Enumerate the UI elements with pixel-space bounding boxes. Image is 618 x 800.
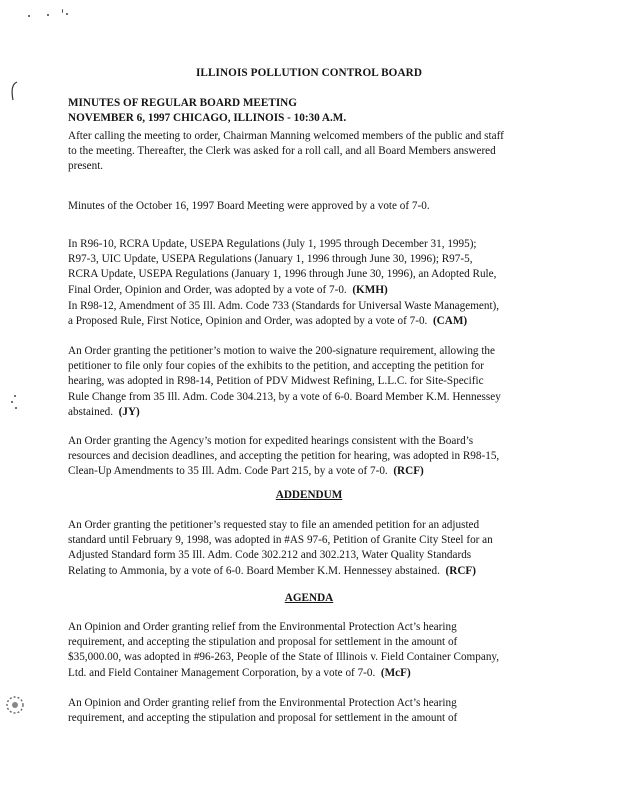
author-initials: (McF) xyxy=(380,666,411,679)
text-line-content: Final Order, Opinion and Order, was adopted by a vote of 7-0. xyxy=(68,283,347,296)
text-line: hearing, was adopted in R98-14, Petition of PDV Midwest Refining, L.L.C. for Site-Specific xyxy=(68,375,484,388)
text-line xyxy=(68,314,554,329)
scan-speck xyxy=(14,395,16,397)
text-line xyxy=(68,464,554,479)
text-line: R97-3, UIC Update, USEPA Regulations (January 1, 1996 through June 30, 1996); R97-5, xyxy=(68,253,473,266)
text-line-content: Relating to Ammonia, by a vote of 6-0. Board Member K.M. Hennessey abstained. xyxy=(68,564,440,577)
margin-mark-top xyxy=(8,80,20,102)
text-line: resources and decision deadlines, and accepting the petition for hearing, was adopted in R98-15, xyxy=(68,450,500,463)
text-line: to the meeting. Thereafter, the Clerk was asked for a roll call, and all Board Members answered xyxy=(68,145,496,158)
scan-speck xyxy=(15,407,17,409)
author-initials: (RCF) xyxy=(445,564,476,577)
text-line: An Opinion and Order granting relief from the Environmental Protection Act’s hearing xyxy=(68,621,457,633)
scan-speck xyxy=(66,13,68,15)
text-line: In R98-12, Amendment of 35 Ill. Adm. Code 733 (Standards for Universal Waste Management), xyxy=(68,300,500,312)
text-line-content: Clean-Up Amendments to 35 Ill. Adm. Code Part 215, by a vote of 7-0. xyxy=(68,465,388,478)
agenda-heading xyxy=(0,592,618,604)
text-line xyxy=(68,564,554,579)
author-initials: (CAM) xyxy=(432,315,468,328)
scan-speck xyxy=(62,9,63,13)
text-line: An Order granting the petitioner’s motion to waive the 200-signature requirement, allowing the xyxy=(68,345,495,357)
text-line: An Opinion and Order granting relief from the Environmental Protection Act’s hearing xyxy=(68,697,457,709)
paragraph-96-263 xyxy=(68,620,554,681)
text-line: RCRA Update, USEPA Regulations (January 1, 1996 through June 30, 1996), an Adopted Rule, xyxy=(68,268,497,281)
text-line: requirement, and accepting the stipulation and proposal for settlement in the amount of xyxy=(68,636,458,649)
hole-punch-mark xyxy=(3,693,27,717)
text-line: After calling the meeting to order, Chairman Manning welcomed members of the public and staff xyxy=(68,130,504,142)
text-line-content: a Proposed Rule, First Notice, Opinion and Order, was adopted by a vote of 7-0. xyxy=(68,315,428,328)
addendum-heading-text: ADDENDUM xyxy=(275,489,343,501)
text-line: Rule Change from 35 Ill. Adm. Code 304.213, by a vote of 6-0. Board Member K.M. Hennessey xyxy=(68,390,501,403)
document-title: ILLINOIS POLLUTION CONTROL BOARD xyxy=(195,67,423,79)
text-line: In R96-10, RCRA Update, USEPA Regulations (July 1, 1995 through December 31, 1995); xyxy=(68,238,477,250)
text-line: requirement, and accepting the stipulation and proposal for settlement in the amount of xyxy=(68,712,458,725)
text-line xyxy=(68,283,554,298)
text-line: standard until February 9, 1998, was adopted in #AS 97-6, Petition of Granite City Steel for an xyxy=(68,534,493,547)
author-initials: (RCF) xyxy=(393,465,424,478)
paragraph-as-97-6 xyxy=(68,518,554,579)
text-line: $35,000.00, was adopted in #96-263, People of the State of Illinois v. Field Container Company, xyxy=(68,651,500,664)
minutes-heading: MINUTES OF REGULAR BOARD MEETING xyxy=(68,97,297,109)
text-line xyxy=(68,405,554,420)
scan-speck xyxy=(28,15,30,17)
paragraph-r96-10 xyxy=(68,237,554,298)
scan-speck xyxy=(47,14,49,16)
paragraph-minutes-approval xyxy=(68,199,554,214)
text-line: An Order granting the Agency’s motion for expedited hearings consistent with the Board’s xyxy=(68,435,474,447)
paragraph-r98-15 xyxy=(68,434,554,480)
text-line xyxy=(68,666,554,681)
paragraph-r98-14 xyxy=(68,344,554,420)
text-line: Minutes of the October 16, 1997 Board Meeting were approved by a vote of 7-0. xyxy=(68,200,430,212)
text-line: Adjusted Standard form 35 Ill. Adm. Code 302.212 and 302.213, Water Quality Standards xyxy=(68,549,472,562)
paragraph-r98-12 xyxy=(68,299,554,329)
paragraph-opening xyxy=(68,129,554,175)
text-line-content: Ltd. and Field Container Management Corporation, by a vote of 7-0. xyxy=(68,666,376,679)
text-line: An Order granting the petitioner’s requested stay to file an amended petition for an adjusted xyxy=(68,519,480,531)
scan-speck xyxy=(11,401,13,403)
text-line: present. xyxy=(68,160,104,173)
addendum-heading xyxy=(0,489,618,501)
text-line-content: abstained. xyxy=(68,405,114,418)
agenda-heading-text: AGENDA xyxy=(284,592,334,604)
meeting-date-heading: NOVEMBER 6, 1997 CHICAGO, ILLINOIS - 10:30 A.M. xyxy=(68,112,347,124)
text-line: petitioner to file only four copies of the exhibits to the petition, and accepting the petition for xyxy=(68,360,485,373)
author-initials: (JY) xyxy=(118,405,140,418)
author-initials: (KMH) xyxy=(352,283,388,296)
paragraph-final-opinion xyxy=(68,696,554,726)
